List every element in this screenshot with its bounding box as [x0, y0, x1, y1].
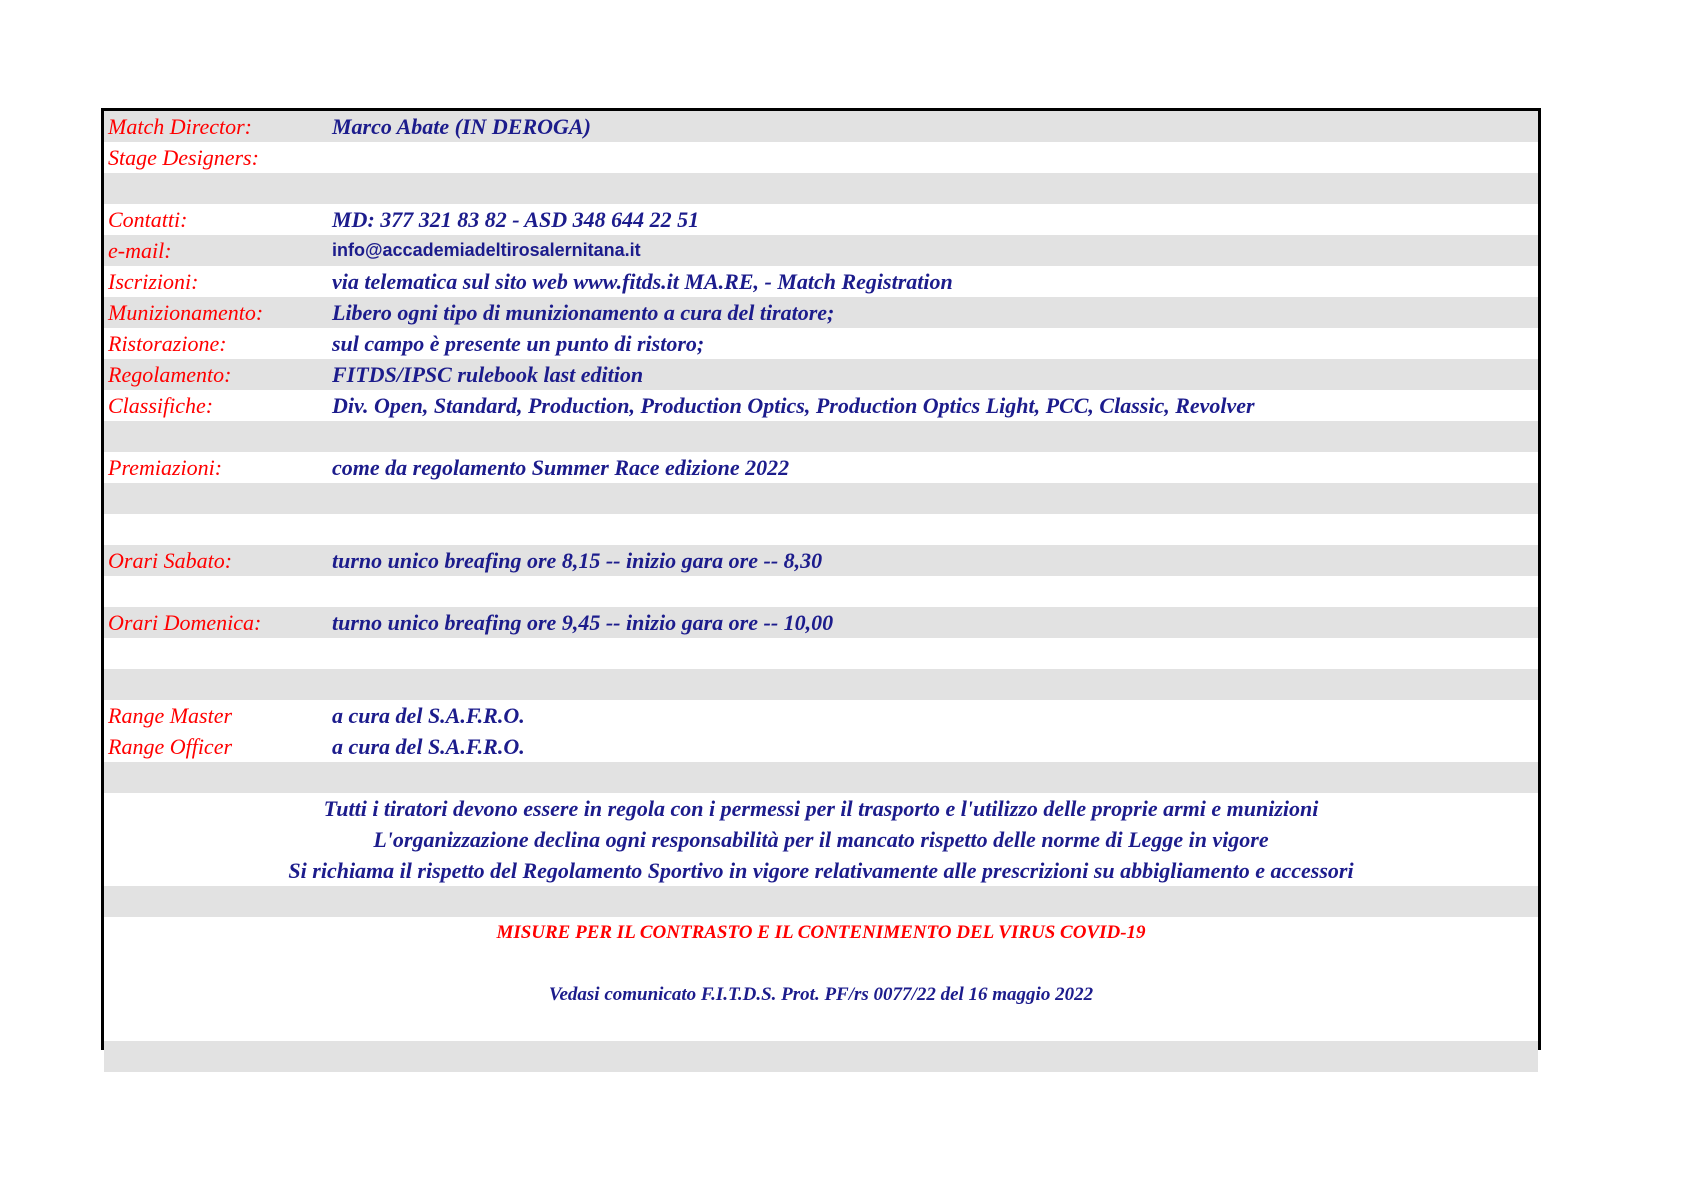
empty-row [104, 173, 1538, 204]
ristorazione-label: Ristorazione: [108, 331, 227, 356]
range-officer-value: a cura del S.A.F.R.O. [332, 734, 525, 759]
row-contatti [104, 204, 1538, 235]
empty-row [104, 762, 1538, 793]
match-director-label: Match Director: [108, 114, 252, 139]
notice-liability: L'organizzazione declina ogni responsabilità per il mancato rispetto delle norme di Legge in vigore [373, 827, 1269, 852]
empty-row [104, 576, 1538, 607]
regolamento-label: Regolamento: [108, 362, 232, 387]
premiazioni-label: Premiazioni: [108, 455, 223, 480]
row-stage-designers [104, 142, 1538, 173]
orari-sabato-value: turno unico breafing ore 8,15 -- inizio gara ore -- 8,30 [332, 548, 823, 573]
empty-row [104, 886, 1538, 917]
empty-row [104, 948, 1538, 979]
iscrizioni-label: Iscrizioni: [108, 269, 199, 294]
row-orari-sabato [104, 545, 1538, 576]
munizionamento-value: Libero ogni tipo di munizionamento a cura del tiratore; [332, 300, 835, 325]
row-classifiche [104, 390, 1538, 421]
range-master-value: a cura del S.A.F.R.O. [332, 703, 525, 728]
row-ristorazione [104, 328, 1538, 359]
range-officer-label: Range Officer [108, 734, 233, 759]
row-email [104, 235, 1538, 266]
ristorazione-value: sul campo è presente un punto di ristoro; [332, 331, 705, 356]
row-iscrizioni [104, 266, 1538, 297]
covid-title: MISURE PER IL CONTRASTO E IL CONTENIMENTO DEL VIRUS COVID-19 [496, 922, 1146, 943]
covid-ref-row [104, 979, 1538, 1010]
orari-domenica-label: Orari Domenica: [108, 610, 262, 635]
classifiche-label: Classifiche: [108, 393, 214, 418]
row-munizionamento [104, 297, 1538, 328]
empty-row [104, 514, 1538, 545]
classifiche-value: Div. Open, Standard, Production, Production Optics, Production Optics Light, PCC, Classic, Revolver [332, 393, 1255, 418]
empty-row [104, 1010, 1538, 1041]
empty-row [104, 421, 1538, 452]
contatti-label: Contatti: [108, 207, 188, 232]
row-premiazioni [104, 452, 1538, 483]
covid-reference: Vedasi comunicato F.I.T.D.S. Prot. PF/rs 0077/22 del 16 maggio 2022 [548, 984, 1094, 1005]
iscrizioni-value: via telematica sul sito web www.fitds.it MA.RE, - Match Registration [332, 269, 953, 294]
email-label: e-mail: [108, 238, 172, 263]
notice-permits: Tutti i tiratori devono essere in regola con i permessi per il trasporto e l'utilizzo delle proprie armi e munizioni [323, 796, 1319, 821]
row-match-director [104, 111, 1538, 142]
info-table [101, 108, 1541, 1050]
munizionamento-label: Munizionamento: [108, 300, 264, 325]
orari-domenica-value: turno unico breafing ore 9,45 -- inizio gara ore -- 10,00 [332, 610, 834, 635]
empty-row [104, 1041, 1538, 1072]
row-range-officer [104, 731, 1538, 762]
empty-row [104, 483, 1538, 514]
notice-row-2 [104, 824, 1538, 855]
notice-dress-code: Si richiama il rispetto del Regolamento Sportivo in vigore relativamente alle prescrizioni su abbigliamento e accessori [288, 858, 1354, 883]
row-range-master [104, 700, 1538, 731]
empty-row [104, 638, 1538, 669]
empty-row [104, 669, 1538, 700]
notice-row-3 [104, 855, 1538, 886]
email-value: info@accademiadeltirosalernitana.it [332, 240, 641, 260]
range-master-label: Range Master [108, 703, 233, 728]
row-orari-domenica [104, 607, 1538, 638]
premiazioni-value: come da regolamento Summer Race edizione 2022 [332, 455, 790, 480]
contatti-value: MD: 377 321 83 82 - ASD 348 644 22 51 [332, 207, 700, 232]
orari-sabato-label: Orari Sabato: [108, 548, 233, 573]
info-rows [104, 111, 1538, 1072]
row-regolamento [104, 359, 1538, 390]
stage-designers-label: Stage Designers: [108, 145, 259, 170]
notice-row-1 [104, 793, 1538, 824]
regolamento-value: FITDS/IPSC rulebook last edition [332, 362, 644, 387]
covid-title-row [104, 917, 1538, 948]
match-director-value: Marco Abate (IN DEROGA) [332, 114, 591, 139]
